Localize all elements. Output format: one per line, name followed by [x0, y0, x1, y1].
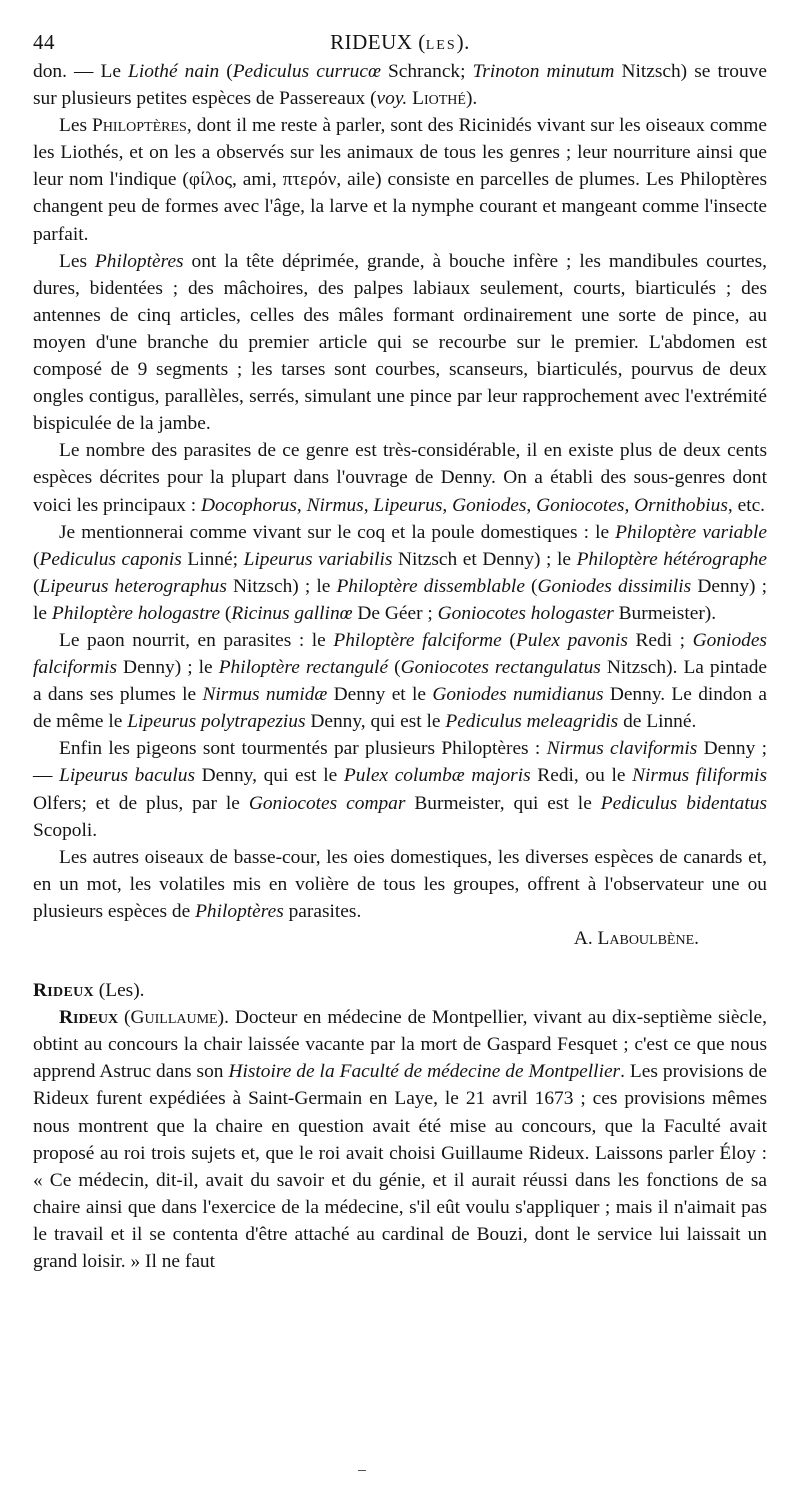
- running-head-end: ).: [456, 30, 470, 54]
- signature-initial: A.: [573, 928, 598, 949]
- text-run: Nitzsch) ; le: [226, 575, 337, 597]
- text-run: ,: [296, 494, 307, 516]
- small-caps-run: Liothé: [412, 88, 466, 110]
- italic-run: Philoptère falciforme: [333, 629, 502, 651]
- text-run: Nitzsch et Denny) ; le: [392, 548, 577, 570]
- text-run: Les: [59, 250, 95, 272]
- text-run: Scopoli.: [33, 819, 98, 841]
- text-run: parasites.: [283, 900, 362, 922]
- paragraph-species-count: [33, 437, 767, 518]
- italic-run: Goniocotes rectangulatus: [400, 657, 601, 679]
- entry-name: Rideux: [59, 1007, 119, 1029]
- italic-run: Ricinus gallinœ: [231, 602, 353, 624]
- article-body: [33, 58, 767, 1275]
- paragraph-philopteres-morphology: [33, 248, 767, 438]
- italic-run: Nirmus claviformis: [546, 738, 698, 760]
- text-run: Linné;: [181, 548, 244, 570]
- text-run: (: [220, 602, 232, 624]
- paragraph-liothe-nain: [33, 58, 767, 112]
- small-caps-run: Philoptères: [92, 115, 187, 137]
- text-run: ont la tête déprimée, grande, à bouche infère ; les mandibules courtes, dures, bidentées ; des mâchoires, des palpes labiaux seulement, courts, biarticulés ; des antennes de cinq articles, celles des mâles formant ordinairement une sorte de pince, au moyen d'une branche du premier article qui se recourbe sur le premier. L'abdomen est composé de 9 segments ; les tarses sont courbes, scanseurs, biarticulés, pourvus de deux ongles contigus, parallèles, serrés, simulant une pince par leur rapprochement avec l'extrémité bispiculée de la jambe.: [33, 250, 767, 435]
- text-run: Denny. Le dindon a de même le: [33, 684, 768, 733]
- text-run: Le nombre des parasites de ce genre est très-considérable, il en existe plus de deux cents espèces décrites pour la plupart dans l'ouvrage de Denny. On a établi des sous-genres dont voici les principaux :: [33, 440, 767, 516]
- italic-run: Pulex pavonis: [515, 629, 628, 651]
- text-run: Le paon nourrit, en parasites : le: [59, 629, 334, 651]
- italic-run: Lipeurus variabilis: [243, 548, 393, 570]
- italic-run: Philoptère hologastre: [51, 602, 221, 624]
- text-run: Schranck;: [380, 61, 473, 82]
- italic-run: Lipeurus polytrapezius: [127, 711, 306, 733]
- text-run: (: [219, 61, 233, 82]
- italic-run: Philoptère rectangulé: [218, 657, 389, 679]
- running-head-main: RIDEUX (: [330, 30, 426, 54]
- italic-run: Goniodes falciformis: [33, 629, 767, 679]
- text-run: (: [33, 548, 40, 570]
- italic-run: Pediculus caponis: [39, 548, 182, 570]
- text-run: Olfers; et de plus, par le: [33, 792, 249, 814]
- italic-run: Pediculus currucœ: [232, 61, 381, 82]
- text-run: Denny, qui est le: [195, 765, 344, 787]
- italic-run: Lipeurus heterographus: [39, 575, 227, 597]
- text-run: (: [118, 1007, 131, 1029]
- italic-run: Goniocotes hologaster: [437, 602, 614, 624]
- running-head-small-caps: LES: [425, 38, 457, 53]
- text-run: ,: [526, 494, 537, 516]
- page: [33, 28, 767, 1275]
- page-header: [33, 28, 767, 58]
- footer-dash-mark: [358, 1470, 366, 1471]
- text-run: (: [388, 657, 401, 679]
- italic-run: Philoptères: [195, 900, 284, 922]
- section-heading-bold: Rideux: [33, 980, 94, 1002]
- paragraph-rideux-guillaume: [33, 1004, 767, 1275]
- italic-run: Pulex columbæ majoris: [343, 765, 531, 787]
- text-run: (: [501, 629, 516, 651]
- paragraph-basse-cour: [33, 844, 767, 925]
- italic-run: Goniocotes: [536, 494, 625, 516]
- italic-run: Philoptères: [94, 250, 184, 272]
- paragraph-philopteres-intro: [33, 112, 767, 247]
- italic-run: Trinoton minutum: [472, 61, 615, 82]
- italic-run: voy.: [376, 88, 408, 110]
- italic-run: Pediculus bidentatus: [600, 792, 767, 814]
- italic-run: Docophorus: [201, 494, 297, 516]
- italic-run: Goniodes: [452, 494, 527, 516]
- text-run: (: [524, 575, 538, 597]
- text-run: Docteur en médecine de Montpellier, vivant au dix-septième siècle, obtint au concours la chair laissée vacante par la mort de Gaspard Fesquet ; c'est ce que nous apprend Astruc dans son: [33, 1007, 767, 1083]
- italic-run: Philoptère hétérographe: [576, 548, 768, 570]
- italic-run: Lipeurus baculus: [59, 765, 195, 787]
- text-run: de Linné.: [618, 711, 697, 733]
- text-run: Denny ; —: [33, 738, 767, 787]
- text-run: ).: [465, 88, 478, 110]
- italic-run: Philoptère dissemblable: [336, 575, 525, 597]
- text-run: Nitzsch) se trouve sur plusieurs petites espèces de Passereaux (: [33, 61, 767, 110]
- page-number: 44: [33, 30, 55, 54]
- section-heading: [33, 977, 767, 1004]
- text-run: Enfin les pigeons sont tourmentés par plusieurs Philoptères :: [59, 738, 547, 760]
- text-run: . Les provisions de Rideux furent expédiées à Saint-Germain en Laye, le 21 avril 1673 ; ces provisions mêmes nous montrent que la chaire en question avait été mise au concours, que la Faculté avait proposé au roi trois sujets et, que le roi avait choisi Guillaume Rideux. Laissons parler Éloy : « Ce médecin, dit-il, avait du savoir et du génie, et il aurait réussi dans les fonctions de sa chaire ainsi que dans l'exercice de la médecine, s'il eût voulu s'appliquer ; mais il n'aimait pas le travail et il se contenta d'être attaché au cardinal de Bouzi, dont le service lui laissait un grand loisir. » Il ne faut: [33, 1061, 767, 1273]
- text-run: , etc.: [727, 494, 766, 516]
- paragraph-paon-pintade-dindon: [33, 627, 767, 735]
- italic-run: Nirmus: [306, 494, 364, 516]
- italic-run: Histoire de la Faculté de médecine de Montpellier: [228, 1061, 621, 1083]
- text-run: Burmeister, qui est le: [405, 792, 601, 814]
- text-run: Redi, ou le: [530, 765, 633, 787]
- italic-run: Lipeurus: [373, 494, 443, 516]
- text-run: Je mentionnerai comme vivant sur le coq et la poule domestiques : le: [59, 521, 616, 543]
- text-run: Denny) ; le: [117, 657, 219, 679]
- italic-run: Nirmus filiformis: [632, 765, 767, 787]
- paragraph-coq-poule: [33, 519, 767, 627]
- text-run: don. — Le: [33, 61, 129, 82]
- text-run: De Géer ;: [352, 602, 438, 624]
- italic-run: Philoptère variable: [615, 521, 767, 543]
- paragraph-pigeons: [33, 735, 767, 843]
- text-run: Burmeister).: [613, 602, 717, 624]
- running-head: [33, 30, 767, 55]
- text-run: Les: [59, 115, 93, 137]
- italic-run: Liothé nain: [128, 61, 220, 82]
- text-run: ).: [217, 1007, 235, 1029]
- italic-run: Goniodes dissimilis: [537, 575, 692, 597]
- text-run: Nitzsch). La pintade a dans ses plumes le: [33, 657, 767, 706]
- text-run: ,: [624, 494, 635, 516]
- signature-name: Laboulbène.: [597, 928, 699, 949]
- entry-given-name: Guillaume: [130, 1007, 218, 1029]
- italic-run: Goniodes numidianus: [432, 684, 604, 706]
- text-run: Denny) ; le: [33, 575, 767, 624]
- text-run: (: [33, 575, 40, 597]
- italic-run: Pediculus meleagridis: [445, 711, 619, 733]
- text-run: , dont il me reste à parler, sont des Ricinidés vivant sur les oiseaux comme les Liothés, et on les a observés sur les animaux de tous les genres ; leur nourriture ainsi que leur nom l'indique (φίλος, ami, πτερόν, aile) consiste en parcelles de plumes. Les Philoptères changent peu de formes avec l'âge, la larve et la nymphe courant et mangeant comme l'insecte parfait.: [33, 115, 767, 245]
- author-signature: [33, 925, 767, 952]
- text-run: Redi ;: [627, 629, 693, 651]
- italic-run: Goniocotes compar: [248, 792, 406, 814]
- text-run: Denny et le: [327, 684, 433, 706]
- text-run: Denny, qui est le: [305, 711, 446, 733]
- text-run: ,: [442, 494, 453, 516]
- text-run: ,: [363, 494, 374, 516]
- italic-run: Ornithobius: [634, 494, 728, 516]
- italic-run: Nirmus numidæ: [202, 684, 328, 706]
- section-heading-rest: (Les).: [93, 980, 145, 1002]
- text-run: Les autres oiseaux de basse-cour, les oies domestiques, les diverses espèces de canards et, en un mot, les volatiles mis en volière de tous les groupes, offrent à l'observateur une ou plusieurs espèces de: [33, 846, 767, 922]
